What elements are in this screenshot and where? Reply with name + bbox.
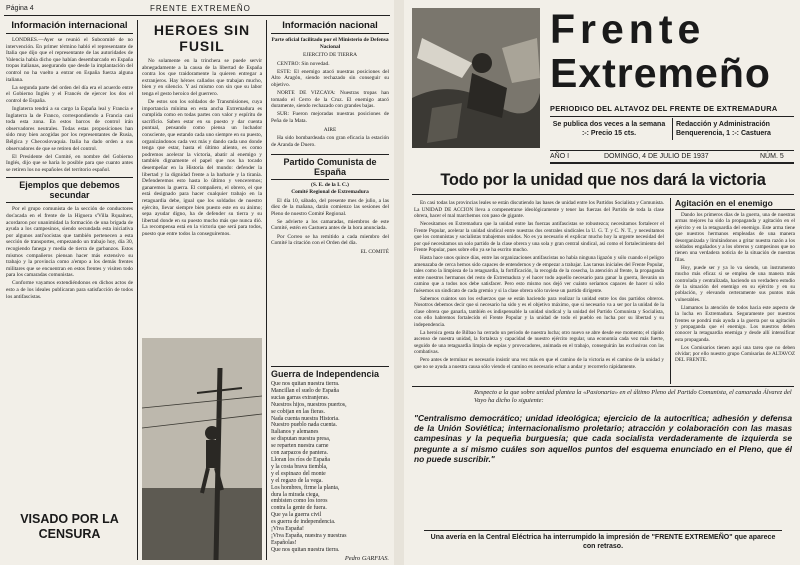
publication-frequency: Se publica dos veces a la semana :-: Precio 15 cts. [552, 121, 666, 137]
paragraph: No solamente en la trinchera se puede servir abnegadamente a la causa de la libertad de España contra los que traidoramente la quieren entregar a extranjeros. Hay héroes callados que trabajan mucho, bien y en silencio. Y así mismo con sin que su labor tenga el gesto heroico del guerrero. [142, 58, 262, 97]
issue-date: DOMINGO, 4 DE JULIO DE 1937 [604, 153, 709, 160]
party-committee: Comité Regional de Extremadura [291, 189, 369, 195]
delay-notice: Una avería en la Central Eléctrica ha interrumpido la impresión de "FRENTE EXTREMEÑO" que aparece con retraso. [424, 530, 782, 551]
folio: Página 4 [6, 5, 34, 12]
air-heading: AIRE [323, 126, 337, 133]
paragraph: Dando los primeros días de la guerra, una de nuestras armas mejores ha sido la propaganda y agitación en el ejército y en la retaguardia del enemigo. Este arma tiene que nuestros hermanos empleadas de una manera desorganizada y limitándonos a gritar nuestra razón a los soldados engañados y a los obreros y campesinos que no tienen una verdadera noticia de la situación de nuestras filas. [675, 212, 795, 263]
heroes-column [142, 22, 262, 239]
paragraph: La segunda parte del orden del día era el acuerdo entre el Gobierno Inglés y el Francés de ejercer los dos el control de España. [6, 84, 133, 104]
poem-line: y el espinazo del monte [271, 470, 326, 477]
running-title: FRENTE EXTREMEÑO [150, 4, 251, 13]
poem-line: contra la gente de fuera. [271, 505, 327, 512]
quote-text: "Centralismo democrático; unidad ideológica; ejercicio de la autocrítica; adhesión y defensa de la Unión Soviética; internacionalismo proletario; atracción y colaboración con las masas campesinas y la pequeña burguesía; que cada socialista verdaderamente de izquierda se pregunte a sí mismo cuáles son aquellos puntos del esquema enunciado en el Pleno, que él no puede suscribir." [414, 413, 792, 464]
report-item: NORTE DE VIZCAYA: Nuestras tropas han tomado el Cerro de la Cruz. El enemigo atacó duramente, siendo rechazado con grandes bajas. [271, 90, 389, 110]
issue-number: NÚM. 5 [760, 153, 784, 160]
national-heading: Información nacional [271, 20, 389, 34]
poem-line: Mancillan el suelo de España [271, 387, 339, 394]
paragraph: Sabemos cuántos son los esfuerzos que se están haciendo para realizar la unidad entre los dos partidos obreros. Nosotros debemos decir que si necesario ha sido y es el objetivo máximo, que si necesario va a ser por la unidad de la clase obrera que ganarla, también es indispensable la unidad sindical y la unidad del Partido Comunista y Socialista, con ello habremos fortalecido el Frente Popular y la unidad de todo el pueblo en lucha por su libertad y su independencia. [414, 295, 664, 328]
air-text: Ha sido bombardeada con gran eficacia la estación de Aranda de Duero. [271, 135, 389, 148]
masthead-subtitle: PERIODICO DEL ALTAVOZ DEL FRENTE DE EXTREMADURA [550, 104, 778, 113]
international-body [6, 37, 133, 173]
editorial-address: Redacción y Administración Benquerencia, 1 :-: Castuera [676, 121, 771, 137]
poem-line: es guerra de independencia. [271, 519, 336, 526]
poem-line: Que nos quitan nuestra tierra. [271, 546, 340, 553]
poem-line: y el regazo de la vega. [271, 477, 323, 484]
paragraph: Los Comisarios tienen aquí una tarea que no deben olvidar; por ello nuestro grupo Comisarías de ALTAVOZ DEL FRENTE. [675, 344, 795, 364]
poem-heading: Guerra de Independencia [271, 369, 380, 379]
poem-line: Los hombres, firme la planta, [271, 484, 340, 491]
poem-line: Españolas! [271, 539, 297, 546]
paragraph: Se advierte a los camaradas, miembros de este Comité, estén en Castuera antes de la hora anunciada. [271, 218, 389, 232]
paragraph: Llamamos la atención de todos hacia este aspecto de la lucha en Extremadura. Seguramente por nuestros frentes se pondrá más ayuda a la guerra por su agitación y propaganda que el enemigo. Los nuestros deben conocer la retaguardia enemiga y desde allí intensificar esta propaganda. [675, 304, 795, 343]
report-item: CENTRO: Sin novedad. [277, 60, 330, 67]
poem-line: Nada cuenta nuestra Historia. [271, 415, 340, 422]
poem-line: dura la mirada ciega, [271, 491, 320, 498]
paragraph: La heroica gesta de Bilbao ha cerrado un período de nuestra lucha; otro nuevo se abre desde ese momento; el rápido ascenso de nuestra unidad, la fortaleza y capacidad de nuestro ejército regular, una economía cada vez más fuerte, seguido de una retaguardia limpia de espías y provocadores, animada en el trabajo, conseguirán las exclusivas con las combativas. [414, 329, 664, 355]
issue-year: AÑO I [550, 153, 570, 160]
poem-line: con zarpazos de pantera. [271, 450, 328, 457]
poem-line: ¡Viva España, nuestra y nuestras [271, 532, 347, 539]
poem-line: se reparten nuestra carne [271, 443, 329, 450]
paragraph: Por Correo se ha remitido a cada miembro del Comité la citación con el Orden del día. [271, 233, 389, 247]
poem-line: embisten como los toros [271, 498, 328, 505]
soldiers-illustration [412, 8, 540, 148]
heroes-heading: HEROES SIN FUSIL [153, 22, 251, 54]
paragraph: El Presidente del Comité, en nombre del Gobierno Inglés, dijo que se haría lo posible para que cuanto antes se retiren los no españoles del territorio español. [6, 153, 133, 173]
poem-line: ¡Viva España! [271, 526, 304, 533]
paragraph: Por el grupo comunista de la sección de conductores dos'acada en el frente de la Higuera s'Villa Rqualnez, acordaron por unanimidad la formación de una brigada de ayuda a los campesinos, siendo secundada esta iniciativa por algunos anti'socistas que también pertenecen a esta sección de transportes, empezando un trabajo hoy, día 30, recogiendo fanega y media de tierra de garbanzos. Estos mismos compañeros piensan hacer más extensivo su trabajo y la provincia como a'empo a los demás frentes militares que se encuentran en estos frentes y visiten todo para los camaradas comunistas. [6, 206, 133, 279]
poem-line: sucias garras extranjeras. [271, 394, 330, 401]
paragraph: Necesitamos en Extremadura que la unidad entre las fuerzas antifascistas se robustezca; necesitamos fortalecer el Frente Popular, acelerar la unidad sindical entre nuestras dos centrales sindicales la U. G. T. y C. N. T., y necesitamos que los comunistas y socialistas trabajemos unidos. No es ya necesario el explicar mucho hoy la urgente necesidad del por qué necesitamos un solo partido de la clase obrera y una sola y gran central sindical, así como el fortalecimiento del Frente Popular, pues sobre ello ya se ha escrito mucho. [414, 221, 664, 253]
agitation-column [675, 198, 795, 365]
paragraph: Pero antes de terminar es necesario insistir una vez más en que el camino de la victoria es el camino de la unidad y que no se ayuda a nuestra causa sólo viendo el camino es necesario echar a andar y recorrerlo rápidamente. [414, 357, 664, 370]
paragraph: LONDRES.—Ayer se reunió el Subcomité de no intervención. En primer término habló el representante de Italia que dijo que el representante de las autoridades de Valencia había dicho que habían desembarcado en España tropas italianas, asegurando que desde la implantación del control no ha vuelto a entrar en España fuerza alguna italiana. [6, 37, 133, 83]
agitation-heading: Agitación en el enemigo [675, 198, 795, 210]
main-headline: Todo por la unidad que nos dará la victoria [440, 171, 766, 189]
telegraph-pole-photo [142, 338, 262, 560]
agitation-body [675, 212, 795, 364]
masthead-photo [412, 8, 540, 148]
masthead-title-line1: Frente [550, 6, 706, 52]
paragraph: El día 10, sábado, del presente mes de julio, a las diez de la mañana, darán comienzo las sesiones del Pleno de nuestro Comité Regional. [271, 197, 389, 217]
poem-line: Italianos y alemanes [271, 429, 319, 436]
paragraph: Inglaterra tendrá a su cargo la España leal y Francia e Inglaterra la de Franco, correspondiendo a Francia casi toda esta zona. En estos barcos de control irán observadores neutrales. Todas estas proposiciones han sido muy bien acogidas por los representantes de Rusia, Bélgica y Checoslovaquia. Italia ha dado orden a sus observadores de que se retiren del control. [6, 105, 133, 152]
report-item: SUR: Fueron mejoradas nuestras posiciones de Peña de la Mata. [271, 111, 389, 125]
censorship-stamp: VISADO POR LA CENSURA [20, 512, 119, 541]
poem-line: Nuestro pueblo nada cuenta. [271, 422, 337, 429]
masthead-title-line2: Extremeño [550, 50, 771, 96]
report-item: ESTE: El enemigo atacó nuestras posiciones del Alto Aragón, siendo rechazado sin conseguir su objetivo. [271, 68, 389, 89]
heroes-body [142, 58, 262, 238]
poem-line: Que ya la guerra civil [271, 512, 322, 519]
poem-line: Nuestros hijos, nuestros puertos, [271, 401, 347, 408]
poem-block [271, 366, 389, 562]
poem-author: Pedro GARFIAS. [344, 554, 389, 562]
left-page [0, 0, 394, 565]
paragraph: En casi todas las provincias leales se están discutiendo las bases de unidad entre los Partidos Socialista y Comunista. La UNIDAD DE ACCION lleva a compenetrarse ideológicamente y tener las fuerzas del Partido de toda la clase obrera, hacer el mal marchemos con paso de gigante. [414, 200, 664, 219]
photo-illustration [142, 338, 262, 560]
poem-line: se disputan nuestra presa, [271, 436, 331, 443]
party-heading: Partido Comunista de España [271, 154, 389, 180]
national-column [271, 20, 389, 255]
right-page [404, 0, 800, 565]
examples-body [6, 206, 133, 300]
quote-intro: Respecto a la que sobre unidad plantea la «Pasionaria» en el último Pleno del Partido Comunista, el camarada Álvarez del Vayo ha dicho lo siguiente: [474, 389, 792, 404]
international-heading: Información internacional [6, 20, 133, 34]
international-column [6, 20, 133, 302]
page-gutter [394, 0, 404, 565]
paragraph: De estos son los soldados de Transmisiones, cuya importancia mínima en esta ancha Extremadura es cumplida como en todas partes con valor y espíritu de sacrificio. Saben estar en su puesto y dar cuenta puntual, pensando como piensa un luchador consciente, que estando cada uno siempre en su puesto, organizándonos cada vez más y dando cada uno donde tenga que estar, hasta el último aliento, es como podremos acelerar la victoria, abatir al enemigo y también dignamente el papel que nos ha tocado desempeñar en la Historia del mundo: defender la libertad y la dignidad frente a la barbarie y la tiranía. Defenderemos esto hasta lo último y venceremos; ganaremos la guerra. El compañero, el obrero, el que está designado para hacer cualquier trabajo en la retaguardia debe, igual que los soldados de nuestro ejército, llevar siempre bien puesto este en su ánimo; sepa ayudar digno, ha de defender su tierra y su libertad donde en su puesto mucho más que nunca dió. La recompensa está en la victoria que será para todos, puesto que entre todos la conseguiremos. [142, 99, 262, 237]
party-body [271, 198, 389, 247]
paragraph: Conforme vayamos extendiéndonos en dichos actos de esto a de los ideales publicaran para satisfacción de todos los antifascistas. [6, 280, 133, 300]
poem-line: y la costa brava tiembla, [271, 463, 328, 470]
poem-lines [271, 381, 389, 554]
army-heading: EJERCITO DE TIERRA [302, 52, 357, 59]
party-sub: (S. E. de la I. C.) [311, 182, 349, 189]
national-items [271, 61, 389, 125]
poem-line: se cobijan en las fieras. [271, 408, 325, 415]
main-article [414, 200, 664, 372]
paragraph: Hasta hace unos quince días, entre las organizaciones antifascistas no había ninguna ligazón y sólo cuando el peligro amenazaba de cerca hemos sido capaces de entendernos y de empezar a trabajar. Las tareas iniciales del Frente Popular, tales como la limpieza de la retaguardia, la fortificación, la recogida de la cosecha, la atención al frente, la propaganda entre nuestros hermanos del resto de Extremadura y el hacer todo aquello necesario para ganar la guerra, llevarán un camino que a todos nos debe satisfacer. Pero esto mismo nos dejó ver cuánto seríamos capaces de hacer si sólo fuésemos un sindicato de cada gremio y si la clase obrera sólo tuviese un partido dirigente. [414, 255, 664, 294]
party-signature: EL COMITÉ [360, 248, 389, 255]
national-subheading: Parte oficial facilitado por el Ministerio de Defensa Nacional [271, 37, 389, 50]
poem-line: Que nos quitan nuestra tierra. [271, 381, 340, 387]
examples-heading: Ejemplos que debemos secundar [6, 177, 133, 203]
paragraph: Hoy, puede ser y ya lo va siendo, un instrumento mucho más eficaz si se emplea de una manera más controlada y centralizada, haciendo un verdadero estudio de la situación del enemigo en su ejército y en su población, y elevando certeramente sus puntos más vulnerables. [675, 264, 795, 303]
poem-line: Lloran los ríos de España [271, 456, 330, 463]
